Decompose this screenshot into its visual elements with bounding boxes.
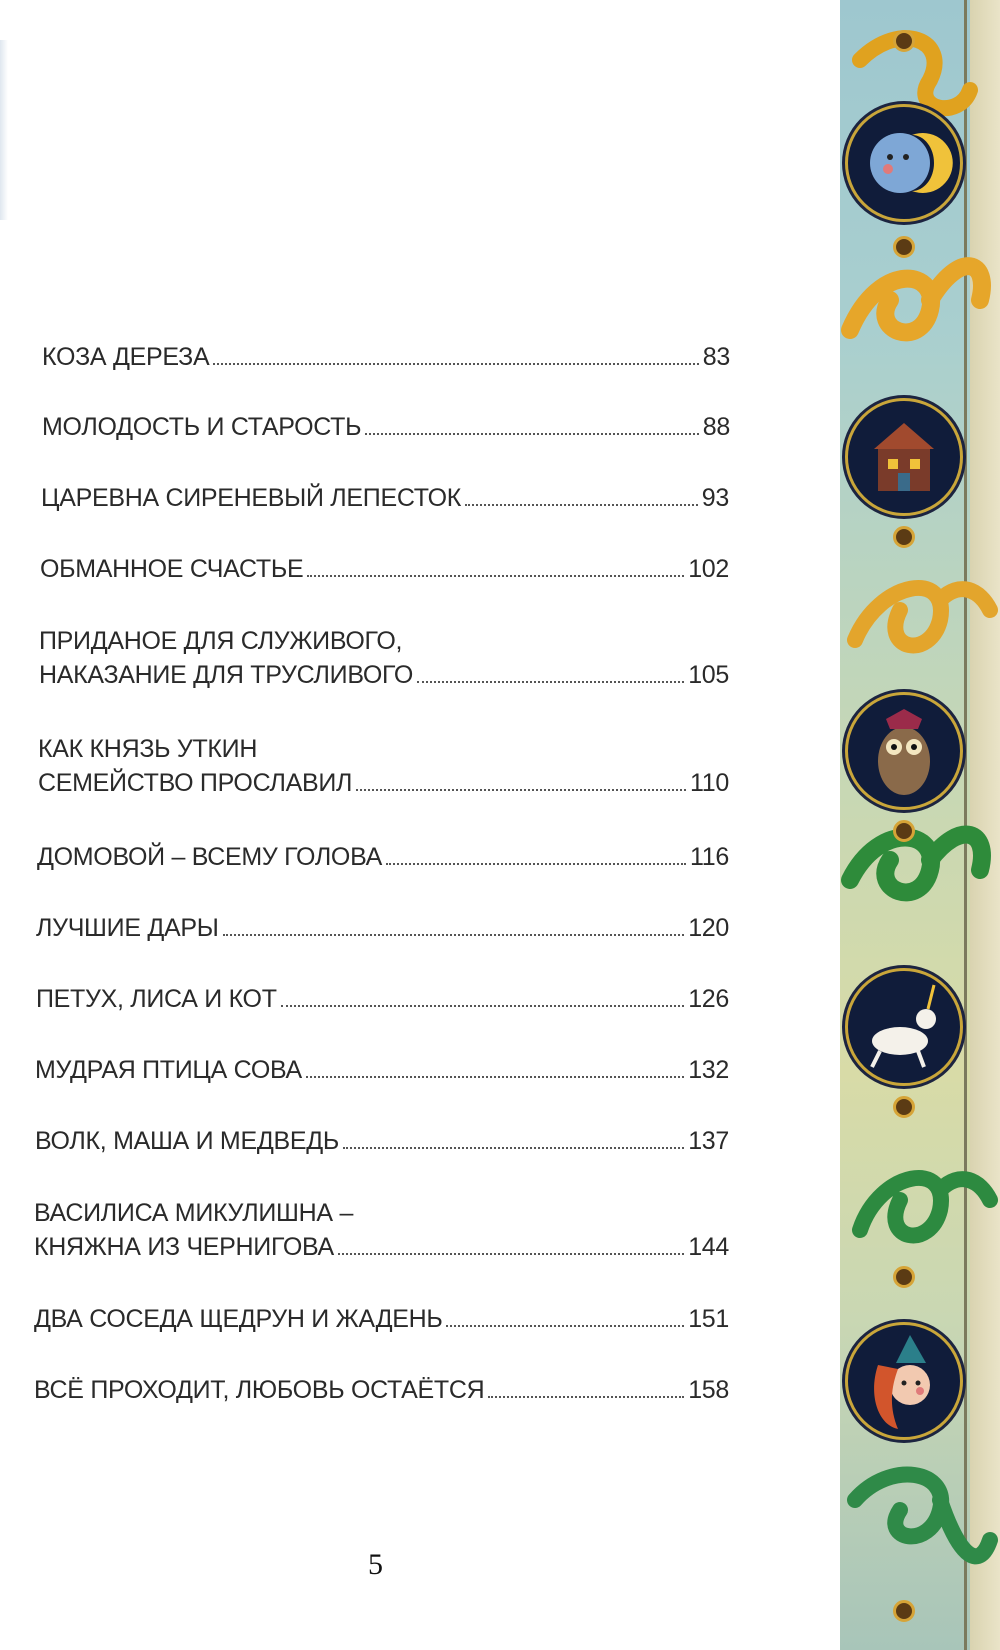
toc-entry[interactable] [36,982,729,1016]
toc-leader-dots [465,503,698,506]
toc-entry[interactable] [40,552,729,586]
toc-entry[interactable] [34,1196,729,1264]
toc-entry-title-line1: ВАСИЛИСА МИКУЛИШНА – [34,1199,354,1227]
toc-entry[interactable] [42,340,730,374]
toc-entry-title-line1: КАК КНЯЗЬ УТКИН [38,735,258,763]
toc-entry-page: 105 [688,661,729,689]
toc-entry-page: 83 [702,343,730,371]
maiden-icon [845,1322,963,1440]
page-number: 5 [368,1548,383,1581]
toc-entry[interactable] [38,732,729,800]
toc-entry-title: МУДРАЯ ПТИЦА СОВА [35,1056,302,1084]
toc-entry-page: 132 [688,1056,729,1084]
toc-entry-page: 102 [688,555,729,583]
toc-entry-title: ОБМАННОЕ СЧАСТЬЕ [40,555,304,583]
toc-entry-page: 116 [690,843,729,871]
toc-leader-dots [365,432,699,435]
bead-ornament [893,236,915,258]
unicorn-icon [845,968,963,1086]
toc-entry[interactable] [42,410,730,444]
bead-ornament [893,820,915,842]
toc-entry[interactable] [35,1124,729,1158]
toc-leader-dots [356,788,686,791]
toc-entry-page: 151 [688,1305,729,1333]
toc-leader-dots [281,1004,685,1007]
toc-entry-title: КОЗА ДЕРЕЗА [42,343,210,371]
toc-entry-title: КНЯЖНА ИЗ ЧЕРНИГОВА [34,1233,334,1261]
sun-moon-icon [845,104,963,222]
toc-leader-dots [306,1075,684,1078]
toc-entry-title: ПЕТУХ, ЛИСА И КОТ [36,985,277,1013]
toc-entry[interactable] [37,840,729,874]
toc-entry[interactable] [41,481,729,515]
toc-entry-title: СЕМЕЙСТВО ПРОСЛАВИЛ [38,769,353,797]
toc-leader-dots [446,1324,684,1327]
toc-entry-page: 137 [688,1127,729,1155]
toc-entry-page: 88 [702,413,730,441]
bead-ornament [893,1266,915,1288]
bead-ornament [893,1096,915,1118]
toc-entry-title: ВОЛК, МАША И МЕДВЕДЬ [35,1127,339,1155]
toc-entry-page: 120 [688,914,729,942]
toc-entry-page: 158 [688,1376,729,1404]
toc-leader-dots [488,1395,684,1398]
toc-leader-dots [338,1252,684,1255]
toc-entry-title: ДВА СОСЕДА ЩЕДРУН И ЖАДЕНЬ [34,1305,443,1333]
toc-entry[interactable] [34,1373,729,1407]
toc-entry-title: ВСЁ ПРОХОДИТ, ЛЮБОВЬ ОСТАЁТСЯ [34,1376,485,1404]
toc-entry[interactable] [34,1302,729,1336]
toc-entry-page: 144 [688,1233,729,1261]
toc-leader-dots [223,933,685,936]
toc-leader-dots [417,680,684,683]
house-icon [845,398,963,516]
toc-entry-title: НАКАЗАНИЕ ДЛЯ ТРУСЛИВОГО [39,661,413,689]
toc-leader-dots [307,574,684,577]
bead-ornament [893,526,915,548]
toc-entry-page: 126 [688,985,729,1013]
toc-leader-dots [213,362,698,365]
toc-entry-title: ЛУЧШИЕ ДАРЫ [36,914,219,942]
bead-ornament [893,1600,915,1622]
toc-leader-dots [343,1146,684,1149]
toc-entry[interactable] [36,911,729,945]
toc-leader-dots [386,862,686,865]
owl-icon [845,692,963,810]
toc-entry-title: ДОМОВОЙ – ВСЕМУ ГОЛОВА [37,843,382,871]
toc-entry[interactable] [39,624,729,692]
toc-entry-page: 93 [701,484,729,512]
bead-ornament [893,30,915,52]
toc-entry[interactable] [35,1053,729,1087]
toc-entry-page: 110 [690,769,729,797]
toc-entry-title: МОЛОДОСТЬ И СТАРОСТЬ [42,413,362,441]
toc-entry-title-line1: ПРИДАНОЕ ДЛЯ СЛУЖИВОГО, [39,627,403,655]
toc-entry-title: ЦАРЕВНА СИРЕНЕВЫЙ ЛЕПЕСТОК [41,484,461,512]
